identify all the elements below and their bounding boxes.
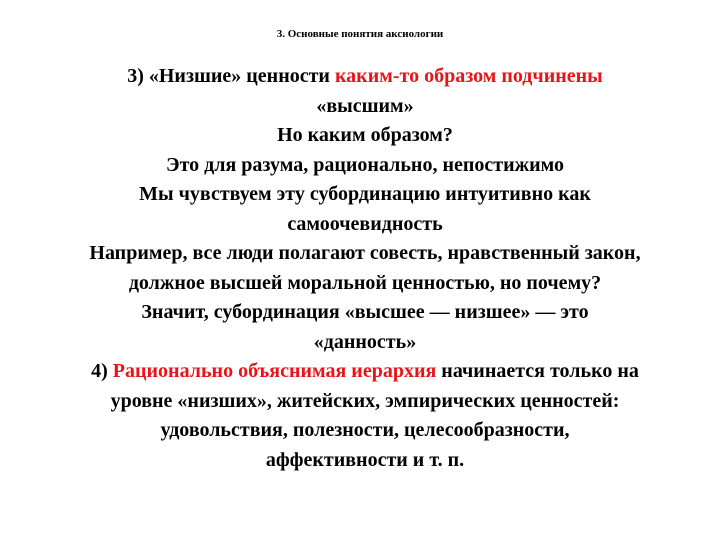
text-line <box>20 239 710 269</box>
text-segment: 4) <box>91 360 113 382</box>
text-segment: уровне «низших», житейских, эмпирических ценностей: <box>110 389 620 412</box>
text-line <box>20 387 710 417</box>
text-line <box>20 180 710 210</box>
text-line <box>20 121 710 151</box>
text-segment: должное высшей моральной ценностью, но почему? <box>128 271 602 294</box>
text-line <box>20 269 710 299</box>
text-segment: «данность» <box>313 330 417 353</box>
text-segment: Это для разума, рационально, непостижимо <box>166 153 564 176</box>
text-line <box>20 151 710 181</box>
text-segment: Но каким образом? <box>277 124 453 146</box>
slide-heading: 3. Основные понятия аксиологии <box>276 28 444 40</box>
text-line <box>20 298 710 328</box>
text-segment: Значит, субординация «высшее — низшее» — это <box>141 301 589 323</box>
text-line <box>20 446 710 476</box>
text-line <box>20 62 710 92</box>
text-segment: Например, все люди полагают совесть, нравственный закон, <box>89 242 641 264</box>
highlighted-text: Рационально объяснимая иерархия <box>112 360 437 382</box>
slide-body-text <box>20 62 710 475</box>
text-line <box>20 210 710 240</box>
highlighted-text: каким-то образом подчинены <box>334 65 603 87</box>
text-segment: начинается только на <box>436 360 639 382</box>
text-line <box>20 92 710 122</box>
text-line <box>20 328 710 358</box>
text-segment: «высшим» <box>316 94 414 117</box>
text-segment: аффективности и т. п. <box>265 448 465 471</box>
text-segment: Мы чувствуем эту субординацию интуитивно как <box>139 183 591 205</box>
text-segment: самоочевидность <box>287 212 443 235</box>
text-line <box>20 416 710 446</box>
text-segment: удовольствия, полезности, целесообразности, <box>160 419 570 441</box>
text-line <box>20 357 710 387</box>
text-segment: 3) «Низшие» ценности <box>127 65 335 87</box>
